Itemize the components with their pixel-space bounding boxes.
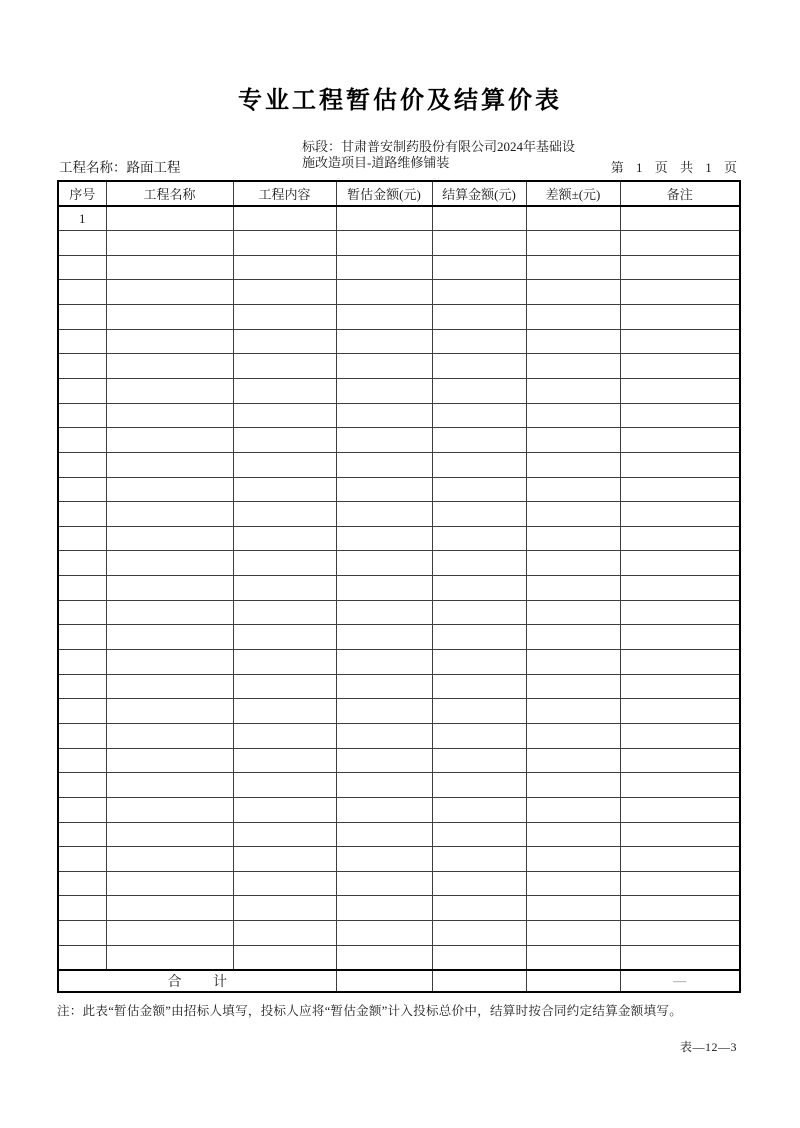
table-cell <box>432 723 526 748</box>
table-cell <box>432 625 526 650</box>
table-cell <box>620 674 740 699</box>
column-header-remarks: 备注 <box>620 181 740 206</box>
table-cell <box>620 231 740 256</box>
table-cell <box>620 305 740 330</box>
serial-cell <box>58 576 106 601</box>
table-cell <box>432 576 526 601</box>
serial-cell <box>58 329 106 354</box>
table-cell <box>233 625 336 650</box>
serial-cell <box>58 280 106 305</box>
table-cell <box>106 551 233 576</box>
table-cell <box>432 305 526 330</box>
table-cell <box>336 822 432 847</box>
table-cell <box>233 354 336 379</box>
table-row <box>58 206 740 231</box>
serial-cell <box>58 305 106 330</box>
column-header-project-name: 工程名称 <box>106 181 233 206</box>
table-cell <box>432 748 526 773</box>
table-cell <box>432 674 526 699</box>
table-cell <box>233 576 336 601</box>
table-cell <box>620 847 740 872</box>
table-cell <box>106 378 233 403</box>
bid-section-label <box>302 139 622 171</box>
table-cell <box>233 600 336 625</box>
table-cell <box>526 896 620 921</box>
table-row <box>58 699 740 724</box>
table-cell <box>620 526 740 551</box>
table-cell <box>336 576 432 601</box>
table-row <box>58 625 740 650</box>
table-row <box>58 797 740 822</box>
table-cell <box>526 773 620 798</box>
table-cell <box>432 600 526 625</box>
table-cell <box>233 206 336 231</box>
table-cell <box>336 378 432 403</box>
table-row <box>58 896 740 921</box>
table-cell <box>336 477 432 502</box>
table-cell <box>233 847 336 872</box>
table-cell <box>432 354 526 379</box>
project-name-label: 工程名称：路面工程 <box>59 160 181 175</box>
table-cell <box>106 896 233 921</box>
table-cell <box>106 945 233 970</box>
table-cell <box>526 231 620 256</box>
table-cell <box>336 600 432 625</box>
table-cell <box>106 723 233 748</box>
table-cell <box>336 231 432 256</box>
table-row <box>58 378 740 403</box>
form-header <box>57 138 739 180</box>
table-cell <box>620 748 740 773</box>
serial-cell <box>58 945 106 970</box>
serial-cell <box>58 822 106 847</box>
table-cell <box>336 255 432 280</box>
table-cell <box>526 403 620 428</box>
table-cell <box>432 896 526 921</box>
table-cell <box>432 526 526 551</box>
serial-cell <box>58 674 106 699</box>
table-cell <box>432 477 526 502</box>
table-cell <box>336 280 432 305</box>
table-row <box>58 600 740 625</box>
table-cell <box>620 206 740 231</box>
table-cell <box>106 305 233 330</box>
table-cell <box>233 305 336 330</box>
serial-cell <box>58 403 106 428</box>
table-cell <box>233 748 336 773</box>
table-cell <box>432 403 526 428</box>
serial-cell <box>58 354 106 379</box>
column-header-estimate-amount: 暂估金额(元) <box>336 181 432 206</box>
serial-cell <box>58 797 106 822</box>
table-row <box>58 452 740 477</box>
serial-cell <box>58 231 106 256</box>
table-cell <box>526 748 620 773</box>
table-cell <box>233 255 336 280</box>
table-cell <box>432 945 526 970</box>
table-cell <box>526 329 620 354</box>
table-cell <box>233 231 336 256</box>
table-cell <box>336 674 432 699</box>
serial-cell <box>58 477 106 502</box>
table-row <box>58 477 740 502</box>
serial-cell <box>58 896 106 921</box>
table-cell <box>336 625 432 650</box>
table-cell <box>432 452 526 477</box>
table-cell <box>106 502 233 527</box>
table-cell <box>432 921 526 946</box>
table-cell <box>106 206 233 231</box>
total-label: 合 计 <box>58 970 336 992</box>
table-cell <box>620 822 740 847</box>
table-cell <box>526 428 620 453</box>
total-row <box>58 970 740 992</box>
table-cell <box>106 773 233 798</box>
table-cell <box>526 600 620 625</box>
total-remark-cell: — <box>620 970 740 992</box>
table-cell <box>336 428 432 453</box>
table-row <box>58 674 740 699</box>
table-cell <box>620 477 740 502</box>
table-cell <box>432 428 526 453</box>
table-cell <box>620 354 740 379</box>
table-cell <box>526 354 620 379</box>
table-cell <box>106 847 233 872</box>
table-cell <box>620 576 740 601</box>
table-cell <box>432 650 526 675</box>
table-cell <box>106 600 233 625</box>
table-cell <box>432 255 526 280</box>
table-row <box>58 305 740 330</box>
table-cell <box>106 921 233 946</box>
table-cell <box>526 822 620 847</box>
table-cell <box>620 625 740 650</box>
table-cell <box>336 797 432 822</box>
table-cell <box>432 699 526 724</box>
serial-cell <box>58 428 106 453</box>
table-cell <box>526 921 620 946</box>
table-cell <box>106 748 233 773</box>
table-cell <box>526 255 620 280</box>
table-cell <box>432 280 526 305</box>
table-cell <box>233 723 336 748</box>
table-cell <box>233 403 336 428</box>
table-cell <box>336 502 432 527</box>
table-cell <box>620 329 740 354</box>
table-row <box>58 822 740 847</box>
table-cell <box>432 797 526 822</box>
table-row <box>58 551 740 576</box>
table-cell <box>336 650 432 675</box>
table-cell <box>233 551 336 576</box>
table-row <box>58 255 740 280</box>
table-cell <box>526 526 620 551</box>
table-cell <box>336 551 432 576</box>
serial-cell <box>58 723 106 748</box>
table-cell <box>620 600 740 625</box>
table-cell <box>526 945 620 970</box>
serial-cell <box>58 526 106 551</box>
table-cell <box>233 674 336 699</box>
table-cell <box>526 797 620 822</box>
table-cell <box>432 822 526 847</box>
table-cell <box>106 797 233 822</box>
table-cell <box>526 206 620 231</box>
table-cell <box>620 945 740 970</box>
table-cell <box>526 674 620 699</box>
table-cell <box>233 773 336 798</box>
table-cell <box>526 723 620 748</box>
table-cell <box>233 378 336 403</box>
table-cell <box>233 452 336 477</box>
form-title: 专业工程暂估价及结算价表 <box>238 88 562 114</box>
table-cell <box>620 502 740 527</box>
table-cell <box>620 403 740 428</box>
table-cell <box>106 231 233 256</box>
table-cell <box>526 502 620 527</box>
table-cell <box>432 871 526 896</box>
table-cell <box>336 452 432 477</box>
table-cell <box>620 255 740 280</box>
table-cell <box>526 452 620 477</box>
table-cell <box>233 428 336 453</box>
table-row <box>58 748 740 773</box>
table-cell <box>233 526 336 551</box>
table-cell <box>620 773 740 798</box>
bid-section-line2: 施改造项目-道路维修铺装 <box>302 155 450 170</box>
table-cell <box>106 699 233 724</box>
table-cell <box>106 255 233 280</box>
form-code: 表—12—3 <box>679 1040 737 1054</box>
table-footer <box>58 970 740 992</box>
table-cell <box>620 551 740 576</box>
table-cell <box>432 378 526 403</box>
column-header-settlement-amount: 结算金额(元) <box>432 181 526 206</box>
table-cell <box>620 896 740 921</box>
footnote: 注：此表“暂估金额”由招标人填写，投标人应将“暂估金额”计入投标总价中，结算时按合同约定结算金额填写。 <box>57 1004 682 1018</box>
total-estimate-cell <box>336 970 432 992</box>
table-cell <box>336 847 432 872</box>
table-row <box>58 773 740 798</box>
table-row <box>58 329 740 354</box>
table-cell <box>106 650 233 675</box>
table-cell <box>336 773 432 798</box>
table-cell <box>526 378 620 403</box>
serial-cell <box>58 600 106 625</box>
table-cell <box>106 428 233 453</box>
table-row <box>58 354 740 379</box>
total-difference-cell <box>526 970 620 992</box>
table-row <box>58 945 740 970</box>
table-cell <box>432 231 526 256</box>
table-cell <box>620 280 740 305</box>
serial-cell <box>58 748 106 773</box>
table-cell <box>432 847 526 872</box>
serial-cell <box>58 452 106 477</box>
table-cell <box>526 871 620 896</box>
table-cell <box>620 699 740 724</box>
table-row <box>58 526 740 551</box>
table-cell <box>106 477 233 502</box>
table-cell <box>106 403 233 428</box>
header-row <box>58 181 740 206</box>
table-row <box>58 502 740 527</box>
table-cell <box>526 305 620 330</box>
table-cell <box>336 945 432 970</box>
serial-cell <box>58 255 106 280</box>
table-cell <box>106 576 233 601</box>
column-header-project-content: 工程内容 <box>233 181 336 206</box>
table-cell <box>526 551 620 576</box>
serial-cell <box>58 871 106 896</box>
table-cell <box>233 650 336 675</box>
table-row <box>58 871 740 896</box>
table-cell <box>336 403 432 428</box>
serial-cell <box>58 699 106 724</box>
table-cell <box>106 526 233 551</box>
table-cell <box>106 822 233 847</box>
table-cell <box>336 206 432 231</box>
table-cell <box>233 871 336 896</box>
serial-cell <box>58 921 106 946</box>
table-cell <box>526 650 620 675</box>
table-cell <box>233 822 336 847</box>
table-cell <box>620 378 740 403</box>
table-cell <box>620 650 740 675</box>
total-settlement-cell <box>432 970 526 992</box>
table-cell <box>336 896 432 921</box>
table-cell <box>233 502 336 527</box>
table-cell <box>233 329 336 354</box>
table-header <box>58 181 740 206</box>
table-cell <box>336 921 432 946</box>
table-cell <box>620 871 740 896</box>
table-cell <box>526 699 620 724</box>
table-row <box>58 723 740 748</box>
table-cell <box>233 896 336 921</box>
table-cell <box>233 921 336 946</box>
table-cell <box>233 945 336 970</box>
table-cell <box>106 625 233 650</box>
table-cell <box>620 452 740 477</box>
table-cell <box>526 625 620 650</box>
bid-section-line1: 标段：甘肃普安制药股份有限公司2024年基础设 <box>302 139 576 154</box>
table-cell <box>336 748 432 773</box>
table-cell <box>233 797 336 822</box>
serial-cell <box>58 625 106 650</box>
table-row <box>58 280 740 305</box>
table-cell <box>233 477 336 502</box>
column-header-serial: 序号 <box>58 181 106 206</box>
table-cell <box>526 477 620 502</box>
serial-cell <box>58 502 106 527</box>
table-cell <box>526 280 620 305</box>
serial-cell <box>58 650 106 675</box>
table-cell <box>106 280 233 305</box>
table-cell <box>336 526 432 551</box>
page-number-indicator: 第 1 页 共 1 页 <box>610 160 737 175</box>
table-cell <box>526 576 620 601</box>
table-cell <box>233 699 336 724</box>
table-cell <box>432 206 526 231</box>
table-cell <box>106 354 233 379</box>
table-body <box>58 206 740 970</box>
table-cell <box>432 329 526 354</box>
table-cell <box>106 329 233 354</box>
table-cell <box>106 452 233 477</box>
table-cell <box>432 551 526 576</box>
table-cell <box>526 847 620 872</box>
table-cell <box>620 428 740 453</box>
table-row <box>58 428 740 453</box>
table-cell <box>620 797 740 822</box>
table-cell <box>106 674 233 699</box>
table-row <box>58 921 740 946</box>
table-cell <box>233 280 336 305</box>
table-row <box>58 847 740 872</box>
table-cell <box>336 354 432 379</box>
table-cell <box>336 871 432 896</box>
column-header-difference: 差额±(元) <box>526 181 620 206</box>
estimate-table <box>57 180 741 993</box>
serial-cell <box>58 551 106 576</box>
table-row <box>58 231 740 256</box>
table-cell <box>336 723 432 748</box>
table-cell <box>336 305 432 330</box>
serial-cell <box>58 378 106 403</box>
table-cell <box>620 723 740 748</box>
serial-cell <box>58 773 106 798</box>
table-cell <box>106 871 233 896</box>
table-row <box>58 576 740 601</box>
serial-cell <box>58 847 106 872</box>
serial-cell: 1 <box>58 206 106 231</box>
table-cell <box>432 502 526 527</box>
table-row <box>58 650 740 675</box>
table-row <box>58 403 740 428</box>
table-cell <box>620 921 740 946</box>
table-cell <box>336 699 432 724</box>
table-cell <box>336 329 432 354</box>
table-cell <box>432 773 526 798</box>
